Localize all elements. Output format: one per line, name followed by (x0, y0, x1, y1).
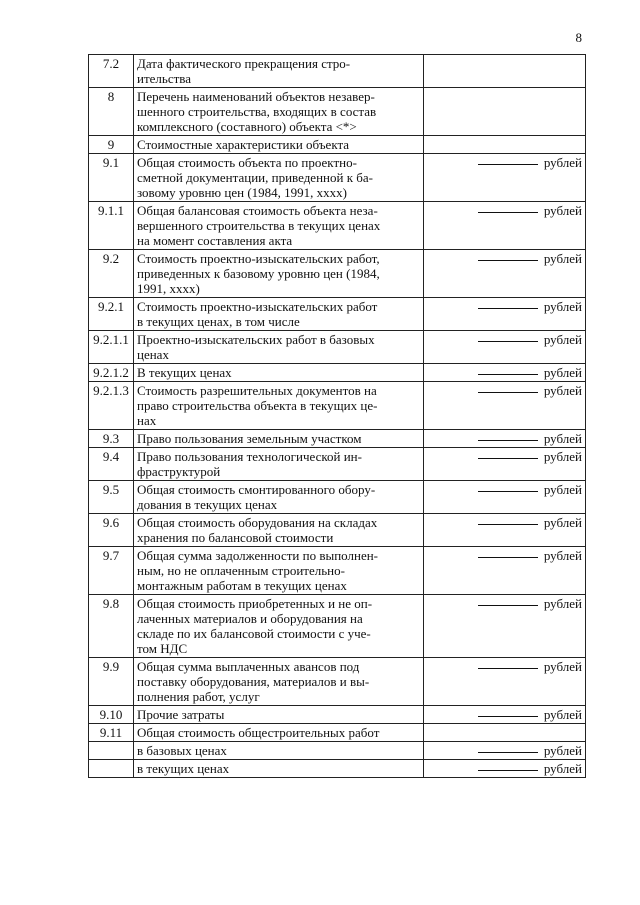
currency-unit: рублей (543, 707, 582, 722)
row-number: 9.4 (89, 448, 134, 481)
blank-underline (478, 770, 538, 771)
row-number: 9.8 (89, 595, 134, 658)
page-number: 8 (575, 30, 582, 45)
table-row (89, 154, 586, 202)
currency-unit: рублей (543, 431, 582, 446)
row-description: Общая стоимость смонтированного обору- дования в текущих ценах (134, 481, 424, 514)
row-number: 9.3 (89, 430, 134, 448)
row-value-field (424, 742, 586, 760)
currency-unit: рублей (543, 383, 582, 398)
blank-underline (478, 440, 538, 441)
currency-unit: рублей (543, 449, 582, 464)
currency-unit: рублей (543, 365, 582, 380)
table-row (89, 595, 586, 658)
table-row (89, 448, 586, 481)
row-description: Дата фактического прекращения стро- ительства (134, 55, 424, 88)
row-number: 9.6 (89, 514, 134, 547)
currency-unit: рублей (543, 332, 582, 347)
row-number: 9.1.1 (89, 202, 134, 250)
blank-underline (478, 716, 538, 717)
currency-unit: рублей (543, 155, 582, 170)
currency-unit: рублей (543, 548, 582, 563)
table-row (89, 481, 586, 514)
row-value-field (424, 136, 586, 154)
table-row (89, 88, 586, 136)
row-number: 9.2.1.2 (89, 364, 134, 382)
table-row (89, 658, 586, 706)
row-description: Прочие затраты (134, 706, 424, 724)
currency-unit: рублей (543, 596, 582, 611)
row-value-field (424, 250, 586, 298)
blank-underline (478, 605, 538, 606)
table-row (89, 136, 586, 154)
row-description: в текущих ценах (134, 760, 424, 778)
row-value-field (424, 706, 586, 724)
row-value-field (424, 331, 586, 364)
blank-underline (478, 524, 538, 525)
blank-underline (478, 212, 538, 213)
blank-underline (478, 752, 538, 753)
table-row (89, 514, 586, 547)
row-number: 8 (89, 88, 134, 136)
blank-underline (478, 668, 538, 669)
table-row (89, 250, 586, 298)
currency-unit: рублей (543, 203, 582, 218)
row-number: 9.9 (89, 658, 134, 706)
table-row (89, 742, 586, 760)
row-description: Общая стоимость общестроительных работ (134, 724, 424, 742)
currency-unit: рублей (543, 515, 582, 530)
row-description: Общая стоимость приобретенных и не оп- лаченных материалов и оборудования на складе по их балансовой стоимости с уче- том НДС (134, 595, 424, 658)
row-value-field (424, 202, 586, 250)
row-number: 9.5 (89, 481, 134, 514)
table-row (89, 547, 586, 595)
row-description: Стоимость проектно-изыскательских работ в текущих ценах, в том числе (134, 298, 424, 331)
row-description: Стоимость проектно-изыскательских работ, приведенных к базовому уровню цен (1984, 1991, xxxx) (134, 250, 424, 298)
blank-underline (478, 458, 538, 459)
row-description: Стоимостные характеристики объекта (134, 136, 424, 154)
row-number: 7.2 (89, 55, 134, 88)
row-value-field (424, 595, 586, 658)
row-value-field (424, 364, 586, 382)
row-description: Право пользования земельным участком (134, 430, 424, 448)
row-description: Общая стоимость объекта по проектно- сметной документации, приведенной к ба- зовому уровню цен (1984, 1991, xxxx) (134, 154, 424, 202)
table-row (89, 298, 586, 331)
row-value-field (424, 88, 586, 136)
row-number: 9.2.1.1 (89, 331, 134, 364)
row-number: 9.7 (89, 547, 134, 595)
row-description: Стоимость разрешительных документов на право строительства объекта в текущих це- нах (134, 382, 424, 430)
table-row (89, 331, 586, 364)
blank-underline (478, 557, 538, 558)
row-value-field (424, 154, 586, 202)
table-row (89, 382, 586, 430)
currency-unit: рублей (543, 659, 582, 674)
row-number: 9 (89, 136, 134, 154)
row-description: в базовых ценах (134, 742, 424, 760)
blank-underline (478, 374, 538, 375)
row-value-field (424, 760, 586, 778)
table-row (89, 55, 586, 88)
row-number: 9.2.1.3 (89, 382, 134, 430)
row-description: Общая сумма задолженности по выполнен- ным, но не оплаченным строительно- монтажным работам в текущих ценах (134, 547, 424, 595)
table-row (89, 364, 586, 382)
row-value-field (424, 55, 586, 88)
currency-unit: рублей (543, 299, 582, 314)
table-row (89, 724, 586, 742)
table-row (89, 760, 586, 778)
row-number: 9.1 (89, 154, 134, 202)
currency-unit: рублей (543, 251, 582, 266)
row-number (89, 760, 134, 778)
row-value-field (424, 430, 586, 448)
row-number (89, 742, 134, 760)
row-value-field (424, 514, 586, 547)
blank-underline (478, 164, 538, 165)
blank-underline (478, 260, 538, 261)
row-number: 9.2 (89, 250, 134, 298)
currency-unit: рублей (543, 743, 582, 758)
table-row (89, 706, 586, 724)
row-value-field (424, 481, 586, 514)
blank-underline (478, 491, 538, 492)
row-value-field (424, 724, 586, 742)
row-number: 9.10 (89, 706, 134, 724)
table-row (89, 430, 586, 448)
row-value-field (424, 448, 586, 481)
table-row (89, 202, 586, 250)
row-value-field (424, 382, 586, 430)
row-number: 9.11 (89, 724, 134, 742)
blank-underline (478, 341, 538, 342)
row-description: Общая сумма выплаченных авансов под поставку оборудования, материалов и вы- полнения работ, услуг (134, 658, 424, 706)
row-value-field (424, 547, 586, 595)
row-number: 9.2.1 (89, 298, 134, 331)
row-value-field (424, 658, 586, 706)
row-description: Право пользования технологической ин- фраструктурой (134, 448, 424, 481)
blank-underline (478, 308, 538, 309)
currency-unit: рублей (543, 482, 582, 497)
act-table (88, 54, 586, 778)
row-description: Проектно-изыскательских работ в базовых ценах (134, 331, 424, 364)
row-description: В текущих ценах (134, 364, 424, 382)
blank-underline (478, 392, 538, 393)
row-description: Общая стоимость оборудования на складах хранения по балансовой стоимости (134, 514, 424, 547)
currency-unit: рублей (543, 761, 582, 776)
row-description: Общая балансовая стоимость объекта неза- вершенного строительства в текущих ценах на момент составления акта (134, 202, 424, 250)
row-value-field (424, 298, 586, 331)
row-description: Перечень наименований объектов незавер- шенного строительства, входящих в состав комплексного (составного) объекта <*> (134, 88, 424, 136)
